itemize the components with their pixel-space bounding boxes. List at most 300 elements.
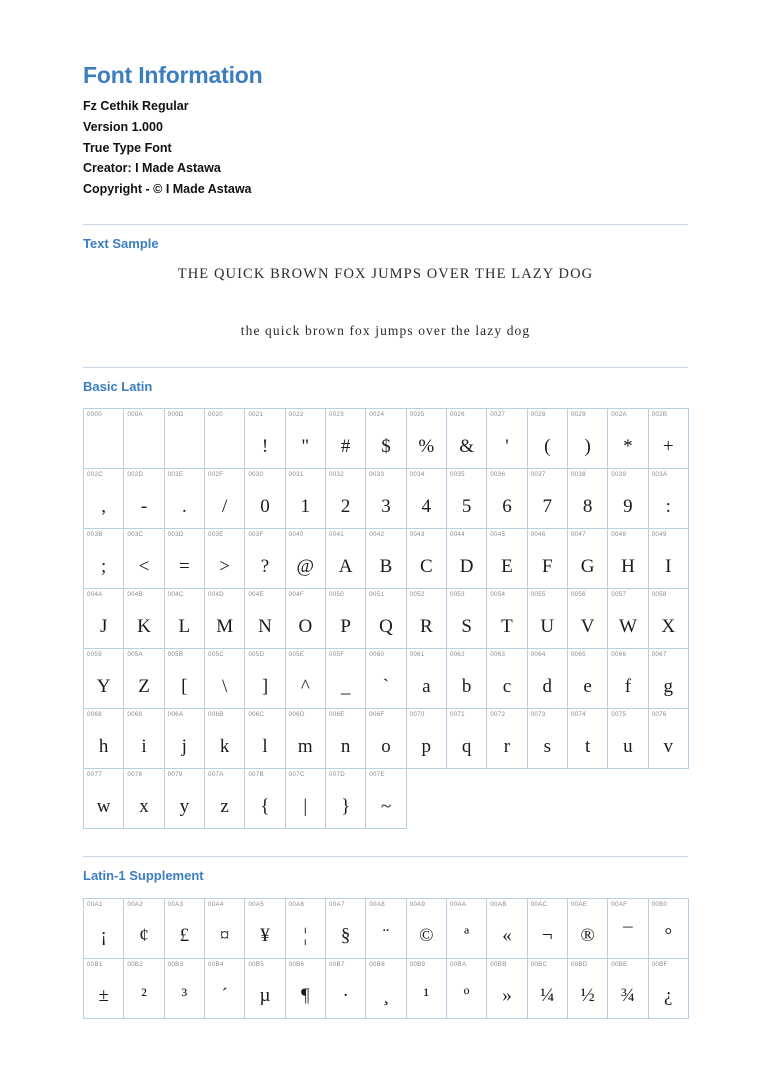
glyph-preview: | <box>303 795 308 817</box>
glyph-preview: : <box>665 495 671 517</box>
glyph-cell[interactable] <box>487 898 527 958</box>
glyph-cell[interactable] <box>285 469 325 529</box>
glyph-preview: · <box>342 985 349 1007</box>
glyph-cell[interactable] <box>487 709 527 769</box>
glyph-cell[interactable] <box>366 469 406 529</box>
glyph-cell-inner <box>286 469 325 528</box>
glyph-cell[interactable] <box>527 709 567 769</box>
glyph-cell[interactable] <box>567 409 607 469</box>
glyph-cell[interactable] <box>446 469 486 529</box>
glyph-cell[interactable] <box>648 529 688 589</box>
codepoint-label: 00A7 <box>328 900 345 908</box>
glyph-preview: ~ <box>380 795 392 817</box>
glyph-cell[interactable] <box>245 958 285 1018</box>
glyph-preview: X <box>661 615 676 637</box>
glyph-cell[interactable] <box>285 898 325 958</box>
glyph-cell[interactable] <box>446 649 486 709</box>
glyph-cell[interactable] <box>84 469 124 529</box>
glyph-preview: ? <box>260 555 270 577</box>
glyph-cell[interactable] <box>84 529 124 589</box>
glyph-cell[interactable] <box>124 709 164 769</box>
glyph-cell[interactable] <box>164 898 204 958</box>
glyph-cell[interactable] <box>245 769 285 829</box>
codepoint-label: 0043 <box>409 531 425 539</box>
glyph-preview: f <box>624 675 632 697</box>
glyph-cell[interactable] <box>124 409 164 469</box>
glyph-cell-inner <box>84 409 123 468</box>
codepoint-label: 0037 <box>530 471 546 479</box>
glyph-cell[interactable] <box>366 769 406 829</box>
glyph-preview: H <box>621 555 635 577</box>
glyph-cell[interactable] <box>325 649 365 709</box>
codepoint-label: 006F <box>369 711 385 719</box>
glyph-cell[interactable] <box>204 469 244 529</box>
glyph-cell[interactable] <box>84 958 124 1018</box>
glyph-cell[interactable] <box>608 589 648 649</box>
glyph-cell[interactable] <box>567 709 607 769</box>
glyph-cell-inner <box>205 899 244 958</box>
codepoint-label: 00B9 <box>409 960 426 968</box>
codepoint-label: 005C <box>207 651 224 659</box>
glyph-preview: d <box>542 675 553 697</box>
glyph-cell-inner <box>649 649 688 708</box>
codepoint-label: 0075 <box>611 711 627 719</box>
codepoint-label: 003A <box>651 471 668 479</box>
glyph-cell-inner <box>245 899 284 958</box>
glyph-cell[interactable] <box>204 769 244 829</box>
glyph-cell[interactable] <box>648 709 688 769</box>
glyph-cell-inner <box>245 769 284 828</box>
glyph-preview: ! <box>261 435 269 457</box>
glyph-cell[interactable] <box>325 769 365 829</box>
glyph-cell[interactable] <box>527 529 567 589</box>
codepoint-label: 0048 <box>611 531 627 539</box>
glyph-preview: ¡ <box>100 925 107 947</box>
glyph-cell[interactable] <box>446 958 486 1018</box>
glyph-cell-inner <box>84 959 123 1018</box>
glyph-cell[interactable] <box>285 958 325 1018</box>
glyph-cell-placeholder <box>608 769 648 829</box>
glyph-preview: I <box>665 555 672 577</box>
glyph-cell[interactable] <box>527 649 567 709</box>
glyph-cell[interactable] <box>84 649 124 709</box>
glyph-cell-inner <box>407 959 446 1018</box>
glyph-cell[interactable] <box>164 649 204 709</box>
glyph-preview: 8 <box>582 495 593 517</box>
glyph-cell[interactable] <box>245 529 285 589</box>
codepoint-label: 0031 <box>288 471 304 479</box>
glyph-cell[interactable] <box>84 709 124 769</box>
glyph-cell-inner <box>366 899 405 958</box>
glyph-cell[interactable] <box>285 709 325 769</box>
glyph-cell[interactable] <box>325 529 365 589</box>
glyph-preview: § <box>340 925 351 947</box>
codepoint-label: 0050 <box>328 591 344 599</box>
glyph-cell[interactable] <box>527 958 567 1018</box>
glyph-cell[interactable] <box>608 898 648 958</box>
glyph-cell[interactable] <box>285 409 325 469</box>
glyph-preview: ¿ <box>664 985 673 1007</box>
glyph-cell[interactable] <box>285 769 325 829</box>
glyph-cell-inner <box>326 529 365 588</box>
glyph-cell[interactable] <box>84 409 124 469</box>
glyph-cell-inner <box>165 409 204 468</box>
glyph-cell-inner <box>124 649 163 708</box>
glyph-cell[interactable] <box>164 529 204 589</box>
glyph-cell-inner <box>286 529 325 588</box>
glyph-preview: t <box>584 735 591 757</box>
codepoint-label: 004E <box>248 591 264 599</box>
glyph-cell[interactable] <box>567 898 607 958</box>
glyph-cell[interactable] <box>446 409 486 469</box>
codepoint-label: 004A <box>87 591 103 599</box>
glyph-table-row <box>84 649 689 709</box>
glyph-preview: + <box>662 435 674 457</box>
glyph-cell[interactable] <box>124 649 164 709</box>
glyph-cell[interactable] <box>245 409 285 469</box>
codepoint-label: 0020 <box>207 411 223 419</box>
glyph-preview: o <box>381 735 391 757</box>
codepoint-label: 0076 <box>651 711 667 719</box>
codepoint-label: 0070 <box>409 711 425 719</box>
glyph-cell[interactable] <box>608 409 648 469</box>
glyph-cell-inner <box>205 469 244 528</box>
glyph-preview: R <box>419 615 433 637</box>
glyph-cell[interactable] <box>124 589 164 649</box>
glyph-cell-inner <box>447 469 486 528</box>
glyph-cell[interactable] <box>366 589 406 649</box>
glyph-cell[interactable] <box>487 529 527 589</box>
glyph-cell-inner <box>487 709 526 768</box>
codepoint-label: 00AE <box>570 900 588 908</box>
codepoint-label: 00B4 <box>207 960 224 968</box>
glyph-preview: 7 <box>542 495 553 517</box>
glyph-preview: ] <box>261 675 269 697</box>
codepoint-label: 00AF <box>611 900 628 908</box>
glyph-cell-inner <box>407 409 446 468</box>
codepoint-label: 0038 <box>570 471 586 479</box>
codepoint-label: 004D <box>207 591 224 599</box>
codepoint-label: 0056 <box>570 591 586 599</box>
glyph-cell[interactable] <box>245 469 285 529</box>
glyph-cell-inner <box>286 589 325 648</box>
glyph-cell[interactable] <box>487 409 527 469</box>
glyph-cell-placeholder <box>406 769 446 829</box>
glyph-cell[interactable] <box>366 958 406 1018</box>
glyph-preview: % <box>418 435 435 457</box>
codepoint-label: 0045 <box>490 531 506 539</box>
glyph-preview: @ <box>296 555 315 577</box>
glyph-preview: U <box>540 615 555 637</box>
glyph-cell[interactable] <box>648 958 688 1018</box>
glyph-cell[interactable] <box>567 469 607 529</box>
glyph-preview: \ <box>222 675 228 697</box>
codepoint-label: 005A <box>127 651 143 659</box>
codepoint-label: 00BB <box>490 960 507 968</box>
codepoint-label: 00B6 <box>288 960 305 968</box>
text-sample-heading: Text Sample <box>83 236 159 252</box>
glyph-cell[interactable] <box>406 709 446 769</box>
codepoint-label: 0066 <box>611 651 627 659</box>
glyph-cell[interactable] <box>124 529 164 589</box>
codepoint-label: 000A <box>127 411 143 419</box>
glyph-preview: k <box>219 735 230 757</box>
glyph-cell-inner <box>366 589 405 648</box>
sample-uppercase-pangram: THE QUICK BROWN FOX JUMPS OVER THE LAZY DOG <box>177 266 594 282</box>
glyph-preview: < <box>138 555 150 577</box>
glyph-preview: ¯ <box>623 925 633 947</box>
glyph-cell-inner <box>407 469 446 528</box>
glyph-cell[interactable] <box>406 409 446 469</box>
glyph-cell[interactable] <box>164 469 204 529</box>
glyph-cell[interactable] <box>245 709 285 769</box>
glyph-cell[interactable] <box>567 529 607 589</box>
glyph-cell[interactable] <box>245 589 285 649</box>
glyph-cell[interactable] <box>325 409 365 469</box>
glyph-cell[interactable] <box>204 409 244 469</box>
glyph-preview: ½ <box>580 985 595 1007</box>
glyph-preview: ª <box>463 925 470 947</box>
font-metadata-line: Creator: I Made Astawa <box>83 161 221 176</box>
glyph-preview: ¬ <box>541 925 553 947</box>
glyph-cell-inner <box>407 589 446 648</box>
glyph-cell-inner <box>245 649 284 708</box>
glyph-cell[interactable] <box>325 589 365 649</box>
glyph-preview: º <box>463 985 470 1007</box>
glyph-table-row <box>84 898 689 958</box>
glyph-cell[interactable] <box>366 409 406 469</box>
codepoint-label: 00B8 <box>369 960 385 968</box>
glyph-preview: e <box>583 675 592 697</box>
glyph-cell-inner <box>608 899 647 958</box>
glyph-cell[interactable] <box>366 898 406 958</box>
glyph-cell-inner <box>326 959 365 1018</box>
font-metadata-line: Fz Cethik Regular <box>83 99 189 114</box>
glyph-cell[interactable] <box>204 529 244 589</box>
glyph-preview: ; <box>101 555 107 577</box>
codepoint-label: 0022 <box>288 411 304 419</box>
glyph-cell-inner <box>568 589 607 648</box>
glyph-cell[interactable] <box>124 958 164 1018</box>
glyph-cell-placeholder <box>567 769 607 829</box>
glyph-cell-inner <box>487 959 526 1018</box>
glyph-cell[interactable] <box>406 898 446 958</box>
glyph-cell[interactable] <box>164 958 204 1018</box>
glyph-cell[interactable] <box>648 469 688 529</box>
glyph-cell-inner <box>407 529 446 588</box>
codepoint-label: 004F <box>288 591 304 599</box>
codepoint-label: 005D <box>248 651 265 659</box>
codepoint-label: 00BD <box>570 960 588 968</box>
glyph-preview: " <box>301 435 310 457</box>
glyph-preview: W <box>618 615 637 637</box>
font-metadata-line: Version 1.000 <box>83 120 163 135</box>
glyph-cell[interactable] <box>366 709 406 769</box>
glyph-cell[interactable] <box>325 898 365 958</box>
codepoint-label: 006E <box>328 711 345 719</box>
glyph-cell[interactable] <box>608 958 648 1018</box>
glyph-cell[interactable] <box>487 649 527 709</box>
glyph-cell[interactable] <box>648 898 688 958</box>
glyph-cell[interactable] <box>325 469 365 529</box>
glyph-cell[interactable] <box>204 589 244 649</box>
codepoint-label: 007C <box>288 771 305 779</box>
codepoint-label: 0062 <box>449 651 465 659</box>
glyph-cell-inner <box>447 959 486 1018</box>
glyph-cell-inner <box>165 959 204 1018</box>
glyph-cell-inner <box>407 709 446 768</box>
glyph-cell[interactable] <box>406 469 446 529</box>
glyph-cell[interactable] <box>285 529 325 589</box>
codepoint-label: 005E <box>288 651 305 659</box>
glyph-cell[interactable] <box>608 469 648 529</box>
glyph-cell[interactable] <box>648 589 688 649</box>
glyph-cell[interactable] <box>487 958 527 1018</box>
glyph-cell-inner <box>528 899 567 958</box>
glyph-cell-inner <box>124 529 163 588</box>
glyph-preview: « <box>502 925 512 947</box>
codepoint-label: 003B <box>87 531 103 539</box>
glyph-cell-inner <box>165 469 204 528</box>
glyph-cell[interactable] <box>527 409 567 469</box>
glyph-cell[interactable] <box>164 769 204 829</box>
glyph-preview: S <box>461 615 472 637</box>
glyph-cell[interactable] <box>406 649 446 709</box>
glyph-cell[interactable] <box>608 709 648 769</box>
codepoint-label: 00BF <box>651 960 668 968</box>
glyph-cell[interactable] <box>527 589 567 649</box>
glyph-cell[interactable] <box>245 649 285 709</box>
codepoint-label: 002E <box>167 471 184 479</box>
codepoint-label: 0025 <box>409 411 425 419</box>
glyph-cell-inner <box>84 709 123 768</box>
glyph-cell-inner <box>165 589 204 648</box>
glyph-cell[interactable] <box>446 589 486 649</box>
glyph-preview: - <box>140 495 148 517</box>
glyph-preview: m <box>297 735 313 757</box>
basic-latin-heading: Basic Latin <box>83 378 153 394</box>
codepoint-label: 00AC <box>530 900 548 908</box>
glyph-cell[interactable] <box>487 469 527 529</box>
glyph-preview: K <box>137 615 151 637</box>
glyph-cell[interactable] <box>204 898 244 958</box>
codepoint-label: 007E <box>369 771 385 779</box>
glyph-cell[interactable] <box>366 649 406 709</box>
glyph-cell[interactable] <box>366 529 406 589</box>
glyph-cell[interactable] <box>608 529 648 589</box>
glyph-cell[interactable] <box>164 709 204 769</box>
glyph-cell-inner <box>528 589 567 648</box>
glyph-cell[interactable] <box>124 898 164 958</box>
glyph-cell[interactable] <box>124 469 164 529</box>
glyph-preview: O <box>298 615 313 637</box>
glyph-preview: £ <box>179 925 190 947</box>
glyph-preview: ² <box>141 985 147 1007</box>
glyph-cell[interactable] <box>325 958 365 1018</box>
glyph-cell[interactable] <box>567 649 607 709</box>
codepoint-label: 002F <box>207 471 224 479</box>
codepoint-label: 0052 <box>409 591 425 599</box>
glyph-cell[interactable] <box>406 589 446 649</box>
glyph-cell-inner <box>447 899 486 958</box>
glyph-cell-inner <box>366 529 405 588</box>
glyph-cell[interactable] <box>406 529 446 589</box>
glyph-preview: / <box>222 495 228 517</box>
glyph-table-row <box>84 769 689 829</box>
glyph-cell[interactable] <box>204 649 244 709</box>
glyph-cell[interactable] <box>84 769 124 829</box>
glyph-cell[interactable] <box>487 589 527 649</box>
codepoint-label: 006B <box>207 711 224 719</box>
glyph-cell[interactable] <box>406 958 446 1018</box>
glyph-cell-inner <box>124 769 163 828</box>
glyph-cell-inner <box>447 529 486 588</box>
glyph-cell[interactable] <box>325 709 365 769</box>
glyph-cell-inner <box>568 469 607 528</box>
codepoint-label: 003C <box>127 531 144 539</box>
glyph-cell[interactable] <box>446 898 486 958</box>
glyph-cell[interactable] <box>648 649 688 709</box>
glyph-cell[interactable] <box>84 898 124 958</box>
glyph-cell[interactable] <box>164 589 204 649</box>
glyph-cell[interactable] <box>608 649 648 709</box>
glyph-cell[interactable] <box>567 589 607 649</box>
codepoint-label: 00A9 <box>409 900 426 908</box>
codepoint-label: 0074 <box>570 711 586 719</box>
codepoint-label: 0030 <box>248 471 264 479</box>
glyph-cell[interactable] <box>285 589 325 649</box>
glyph-cell-inner <box>84 769 123 828</box>
glyph-preview: , <box>101 495 107 517</box>
glyph-preview: . <box>181 495 187 517</box>
glyph-preview: ^ <box>300 675 310 697</box>
glyph-cell[interactable] <box>204 958 244 1018</box>
glyph-cell-inner <box>568 959 607 1018</box>
glyph-cell[interactable] <box>124 769 164 829</box>
codepoint-label: 00BC <box>530 960 548 968</box>
glyph-cell[interactable] <box>84 589 124 649</box>
glyph-preview: h <box>98 735 109 757</box>
glyph-cell-inner <box>245 959 284 1018</box>
glyph-cell[interactable] <box>285 649 325 709</box>
glyph-cell[interactable] <box>567 958 607 1018</box>
glyph-cell-inner <box>407 899 446 958</box>
glyph-cell-inner <box>608 709 647 768</box>
glyph-cell[interactable] <box>446 529 486 589</box>
glyph-preview: ± <box>98 985 109 1007</box>
glyph-cell-inner <box>245 589 284 648</box>
glyph-cell[interactable] <box>527 469 567 529</box>
codepoint-label: 003E <box>207 531 224 539</box>
glyph-cell[interactable] <box>204 709 244 769</box>
glyph-preview: u <box>623 735 633 757</box>
glyph-cell-inner <box>649 589 688 648</box>
glyph-cell-inner <box>326 769 365 828</box>
glyph-cell[interactable] <box>164 409 204 469</box>
glyph-cell[interactable] <box>446 709 486 769</box>
codepoint-label: 00BA <box>449 960 467 968</box>
glyph-cell-inner <box>326 649 365 708</box>
glyph-cell[interactable] <box>245 898 285 958</box>
codepoint-label: 0034 <box>409 471 425 479</box>
glyph-cell-inner <box>165 899 204 958</box>
glyph-preview: [ <box>181 675 188 697</box>
glyph-preview: ¼ <box>540 985 555 1007</box>
glyph-cell[interactable] <box>648 409 688 469</box>
glyph-cell-inner <box>649 959 688 1018</box>
glyph-preview: M <box>216 615 234 637</box>
glyph-cell[interactable] <box>527 898 567 958</box>
